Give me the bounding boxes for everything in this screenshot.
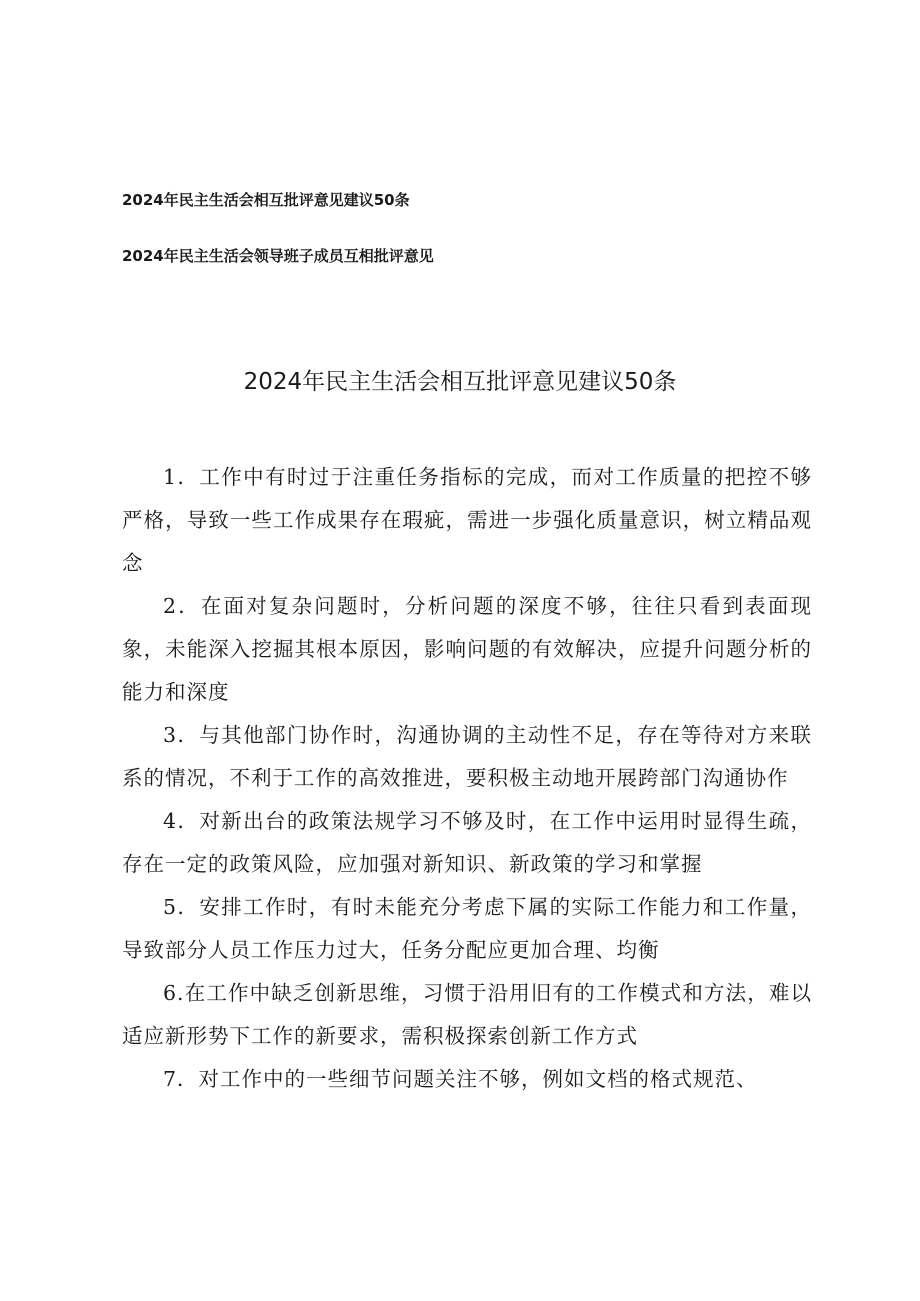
paragraph-2: 2．在面对复杂问题时，分析问题的深度不够，往往只看到表面现象，未能深入挖掘其根本原因，影响问题的有效解决，应提升问题分析的能力和深度 [122, 594, 812, 704]
paragraph-7: 7．对工作中的一些细节问题关注不够，例如文档的格式规范、 [163, 1067, 758, 1091]
paragraph-4: 4．对新出台的政策法规学习不够及时，在工作中运用时显得生疏，存在一定的政策风险，应加强对新知识、新政策的学习和掌握 [122, 809, 812, 876]
document-body [122, 456, 812, 1101]
paragraph-3: 3．与其他部门协作时，沟通协调的主动性不足，存在等待对方来联系的情况，不利于工作的高效推进，要积极主动地开展跨部门沟通协作 [122, 723, 812, 790]
toc-line-2: 2024年民主生活会领导班子成员互相批评意见 [122, 247, 434, 265]
paragraph-6: 6.在工作中缺乏创新思维，习惯于沿用旧有的工作模式和方法，难以适应新形势下工作的新要求，需积极探索创新工作方式 [122, 981, 812, 1048]
document-title: 2024年民主生活会相互批评意见建议50条 [243, 369, 677, 395]
toc-line-1: 2024年民主生活会相互批评意见建议50条 [122, 191, 410, 209]
paragraph-1: 1．工作中有时过于注重任务指标的完成，而对工作质量的把控不够严格，导致一些工作成果存在瑕疵，需进一步强化质量意识，树立精品观念 [122, 465, 812, 575]
paragraph-5: 5．安排工作时，有时未能充分考虑下属的实际工作能力和工作量，导致部分人员工作压力过大，任务分配应更加合理、均衡 [122, 895, 812, 962]
